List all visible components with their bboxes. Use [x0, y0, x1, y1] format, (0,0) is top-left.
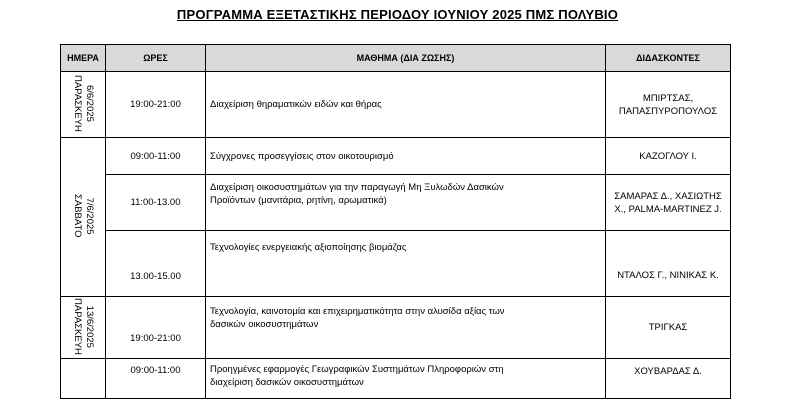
teachers-cell: ΝΤΑΛΟΣ Γ., ΝΙΝΙΚΑΣ Κ. — [606, 231, 731, 297]
day-date: 13/6/2025 — [84, 304, 95, 348]
day-cell — [61, 138, 106, 297]
hours-cell: 09:00-11:00 — [106, 138, 206, 175]
hours-cell: 19:00-21:00 — [106, 297, 206, 359]
course-cell — [206, 359, 606, 399]
table-row — [61, 175, 731, 231]
teachers-cell: ΚΑΖΟΓΛΟΥ Ι. — [606, 138, 731, 175]
course-line: Διαχείριση οικοσυστημάτων για την παραγωγή Μη Ξυλωδών Δασικών — [210, 182, 504, 193]
day-cell — [61, 297, 106, 359]
day-name: ΠΑΡΑΣΚΕΥΗ — [72, 297, 83, 355]
teachers-line: Χ., PALMA-MARTINEZ J. — [614, 203, 722, 215]
day-date: 6/6/2025 — [84, 84, 95, 122]
day-name: ΣΑΒΒΑΤΟ — [72, 193, 83, 238]
hours-cell: 13.00-15.00 — [106, 231, 206, 297]
teachers-cell — [606, 72, 731, 138]
course-cell: Σύγχρονες προσεγγίσεις στον οικοτουρισμό — [206, 138, 606, 175]
teachers-line: ΠΑΠΑΣΠΥΡΟΠΟΥΛΟΣ — [618, 105, 718, 117]
teachers-cell: ΤΡΙΓΚΑΣ — [606, 297, 731, 359]
page-title: ΠΡΟΓΡΑΜΜΑ ΕΞΕΤΑΣΤΙΚΗΣ ΠΕΡΙΟΔΟΥ ΙΟΥΝΙΟΥ 2025 ΠΜΣ ΠΟΛΥΒΙΟ — [176, 7, 619, 22]
header-teachers: ΔΙΔΑΣΚΟΝΤΕΣ — [606, 45, 731, 72]
header-course: ΜΑΘΗΜΑ (ΔΙΑ ΖΩΣΗΣ) — [206, 45, 606, 72]
header-day: ΗΜΕΡΑ — [61, 45, 106, 72]
day-name: ΠΑΡΑΣΚΕΥΗ — [72, 74, 83, 132]
hours-cell: 09:00-11:00 — [106, 359, 206, 399]
teachers-line: ΜΠΙΡΤΣΑΣ, — [642, 92, 694, 104]
table-row — [61, 231, 731, 297]
table-row — [61, 138, 731, 175]
hours-cell: 11:00-13.00 — [106, 175, 206, 231]
course-cell: Διαχείριση θηραματικών ειδών και θήρας — [206, 72, 606, 138]
teachers-line: ΣΑΜΑΡΑΣ Δ., ΧΑΣΙΩΤΗΣ — [614, 190, 722, 202]
teachers-cell — [606, 175, 731, 231]
course-line: δασικών οικοσυστημάτων — [210, 319, 319, 330]
table-row — [61, 297, 731, 359]
course-cell: Τεχνολογίες ενεργειακής αξιοποίησης βιομάζας — [206, 231, 606, 297]
table-header-row — [61, 45, 731, 72]
table-row — [61, 359, 731, 399]
course-cell — [206, 175, 606, 231]
header-hours: ΩΡΕΣ — [106, 45, 206, 72]
course-line: Τεχνολογία, καινοτομία και επιχειρηματικότητα στην αλυσίδα αξίας των — [210, 306, 505, 317]
course-cell — [206, 297, 606, 359]
day-date: 7/6/2025 — [84, 197, 95, 234]
day-cell — [61, 72, 106, 138]
teachers-cell: ΧΟΥΒΑΡΔΑΣ Δ. — [606, 359, 731, 399]
course-line: Προηγμένες εφαρμογές Γεωγραφικών Συστημάτων Πληροφοριών στη — [210, 364, 504, 375]
hours-cell: 19:00-21:00 — [106, 72, 206, 138]
table-row — [61, 72, 731, 138]
day-cell — [61, 359, 106, 399]
course-line: Προϊόντων (μανιτάρια, ρητίνη, αρωματικά) — [210, 195, 387, 206]
course-line: διαχείριση δασικών οικοσυστημάτων — [210, 377, 364, 388]
exam-schedule-table — [60, 44, 731, 399]
